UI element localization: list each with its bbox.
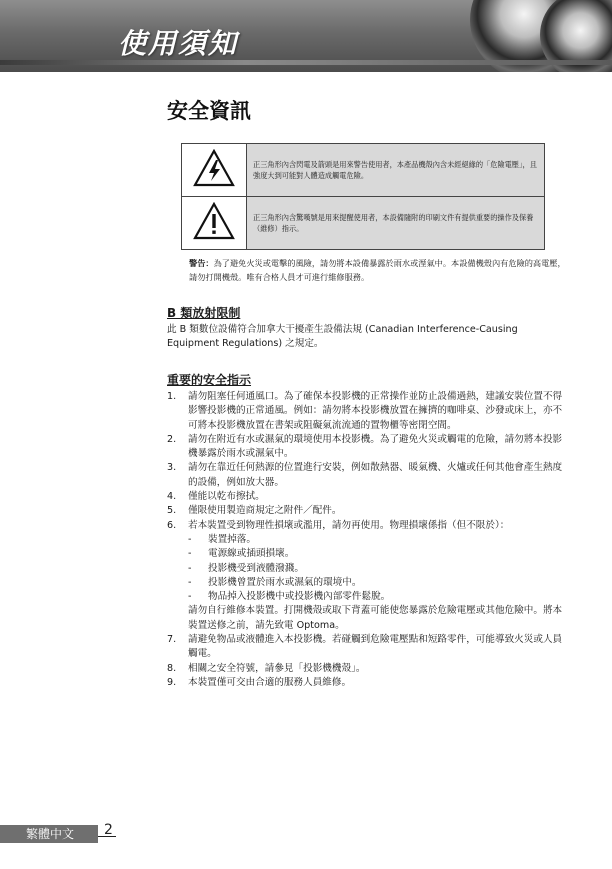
page-content — [167, 95, 567, 690]
warning-label: 警告： — [189, 258, 214, 268]
header-title: 使用須知 — [118, 27, 239, 60]
item-text: 僅能以乾布擦拭。 — [188, 491, 265, 503]
warning-text-exclamation: 正三角形內含驚嘆號是用來提醒使用者，本設備隨附的印刷文件有提供重要的操作及保養（維修）指示。 — [247, 197, 545, 250]
list-item — [167, 504, 567, 518]
classb-heading: B 類放射限制 — [167, 306, 241, 320]
damage-sublist — [188, 533, 567, 604]
page-header — [0, 0, 612, 72]
sublist-item — [188, 562, 567, 576]
sublist-item-text: 電源線或插頭損壞。 — [208, 548, 295, 560]
item-number: 4. — [167, 491, 177, 503]
sublist-item-text: 裝置掉落。 — [208, 533, 256, 545]
sublist-item — [188, 576, 567, 590]
list-item — [167, 461, 567, 490]
list-item — [167, 662, 567, 676]
list-item — [167, 433, 567, 462]
item-text: 相關之安全符號，請參見「投影機機殼」。 — [188, 662, 366, 674]
page-number: 2 — [104, 822, 113, 838]
list-item — [167, 633, 567, 662]
list-item — [167, 519, 567, 633]
item-text: 請勿阻塞任何通風口。為了確保本投影機的正常操作並防止設備過熱，建議安裝位置不得影響投影機的正常通風。例如：請勿將本投影機放置在擁擠的咖啡桌、沙發或床上，亦不可將本投影機放置在書架或阻礙氣流流通的置物櫃等密閉空間。 — [188, 391, 563, 431]
sublist-item — [188, 547, 567, 561]
warning-row-lightning — [182, 144, 545, 197]
dash-marker: - — [188, 576, 192, 588]
instructions-heading: 重要的安全指示 — [167, 373, 252, 387]
item-text: 若本裝置受到物理性損壞或濫用，請勿再使用。物理損壞係指（但不限於）： — [188, 519, 510, 531]
warning-note-text: 為了避免火災或電擊的風險，請勿將本設備暴露於雨水或溼氣中。本設備機殼內有危險的高電壓，請勿打開機殼。唯有合格人員才可進行維修服務。 — [189, 258, 566, 282]
header-stripe — [0, 60, 612, 65]
dash-marker: - — [188, 591, 192, 603]
list-item — [167, 390, 567, 433]
warning-text-lightning: 正三角形內含閃電及箭頭是用來警告使用者，本產品機殼內含未經絕緣的「危險電壓」，且強度大到可能對人體造成觸電危險。 — [247, 144, 545, 197]
safety-warning-note — [189, 256, 569, 284]
dash-marker: - — [188, 562, 192, 574]
lightning-warning-icon — [182, 144, 247, 197]
footer-language-tab: 繁體中文 — [0, 825, 98, 843]
instructions-list — [167, 390, 567, 690]
dash-marker: - — [188, 533, 192, 545]
item6-followup-text: 請勿自行維修本裝置。打開機殼或取下背蓋可能使您暴露於危險電壓或其他危險中。將本裝置送修之前，請先致電 Optoma。 — [188, 605, 563, 631]
item-text: 本裝置僅可交由合適的服務人員維修。 — [188, 676, 352, 688]
list-item — [167, 676, 567, 690]
sublist-item — [188, 533, 567, 547]
list-item — [167, 490, 567, 504]
item-number: 9. — [167, 676, 177, 688]
item-number: 8. — [167, 662, 177, 674]
item-number: 3. — [167, 462, 177, 474]
item-number: 6. — [167, 519, 177, 531]
item-text: 請勿在靠近任何熱源的位置進行安裝，例如散熱器、暖氣機、火爐或任何其他會產生熱度的設備，例如放大器。 — [188, 462, 563, 488]
item-number: 2. — [167, 433, 177, 445]
item-text: 請避免物品或液體進入本投影機。若碰觸到危險電壓點和短路零件，可能導致火災或人員觸電。 — [188, 634, 563, 660]
warning-symbols-table — [181, 143, 545, 250]
warning-row-exclamation — [182, 197, 545, 250]
sublist-item — [188, 590, 567, 604]
item-text: 請勿在附近有水或濕氣的環境使用本投影機。為了避免火災或觸電的危險，請勿將本投影機暴露於雨水或濕氣中。 — [188, 433, 563, 460]
item-number: 7. — [167, 634, 177, 646]
classb-text: 此 B 類數位設備符合加拿大干擾產生設備法規 (Canadian Interference-Causing Equipment Regulations) 之規定。 — [167, 324, 518, 349]
item-text: 僅限使用製造商規定之附件／配件。 — [188, 505, 342, 517]
safety-title: 安全資訊 — [167, 99, 251, 123]
sublist-item-text: 投影機受到液體潑濺。 — [208, 562, 304, 574]
dash-marker: - — [188, 548, 192, 560]
item-number: 1. — [167, 391, 177, 402]
sublist-item-text: 物品掉入投影機中或投影機內部零件鬆脫。 — [208, 591, 391, 603]
item-number: 5. — [167, 505, 177, 517]
sublist-item-text: 投影機曾置於雨水或濕氣的環境中。 — [208, 576, 362, 588]
exclamation-warning-icon — [182, 197, 247, 250]
